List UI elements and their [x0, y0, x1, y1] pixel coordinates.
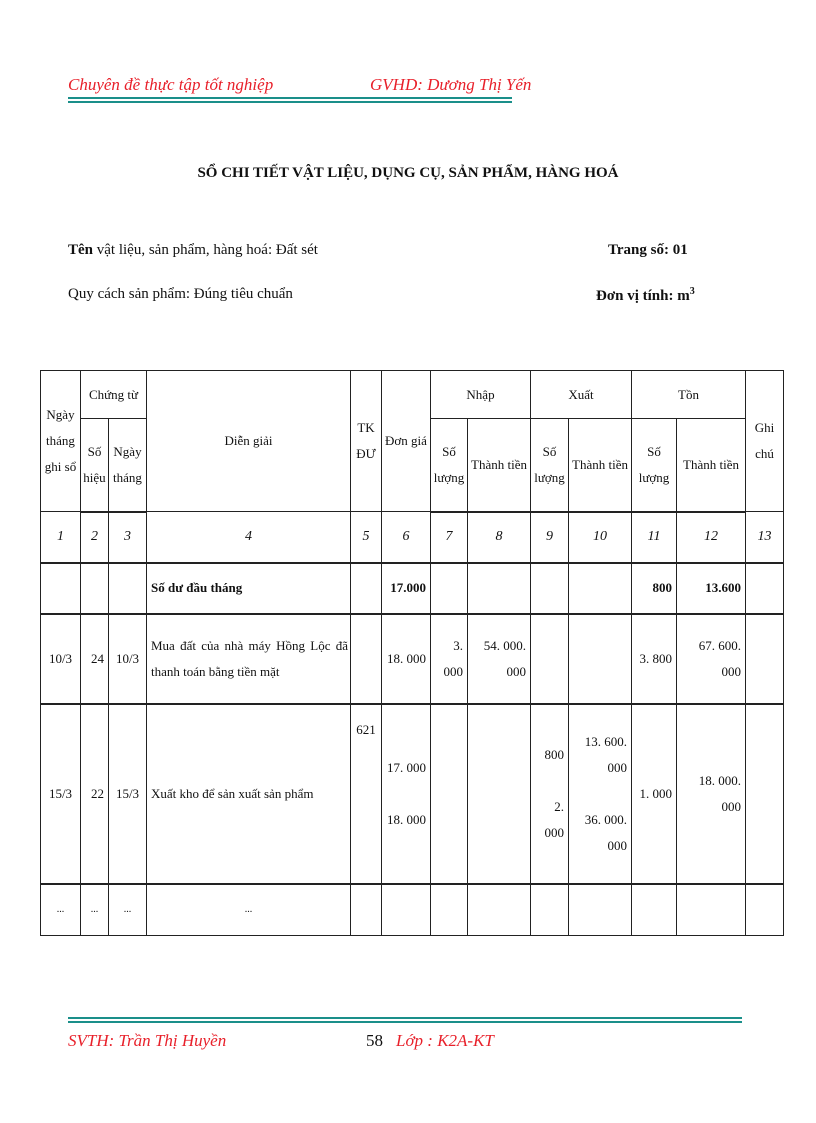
th-stock-qty: Số lượng	[632, 419, 677, 512]
cell: 3. 800	[632, 614, 677, 704]
cell: 800 2. 000	[531, 704, 569, 884]
cell	[81, 563, 109, 614]
cell	[351, 563, 382, 614]
page-number-label: Trang số: 01	[608, 242, 688, 258]
col-num: 13	[746, 512, 784, 563]
table-row	[41, 704, 784, 884]
cell	[351, 884, 382, 936]
col-num: 2	[81, 512, 109, 563]
th-in-amt: Thành tiền	[468, 419, 531, 512]
cell	[746, 704, 784, 884]
cell	[746, 563, 784, 614]
cell	[569, 563, 632, 614]
table-row-opening-balance	[41, 563, 784, 614]
col-num: 6	[382, 512, 431, 563]
col-num: 1	[41, 512, 81, 563]
cell	[746, 884, 784, 936]
cell	[351, 614, 382, 704]
unit-sup: 3	[689, 286, 695, 297]
cell: 3. 000	[431, 614, 468, 704]
cell	[431, 704, 468, 884]
cell	[531, 884, 569, 936]
col-num: 8	[468, 512, 531, 563]
table-row-ellipsis	[41, 884, 784, 936]
cell: Mua đất của nhà máy Hồng Lộc đã thanh toán bằng tiền mặt	[147, 614, 351, 704]
header-right: GVHD: Dương Thị Yến	[370, 75, 532, 94]
col-num: 9	[531, 512, 569, 563]
th-in-qty: Số lượng	[431, 419, 468, 512]
header-left: Chuyên đề thực tập tốt nghiệp	[68, 75, 274, 94]
cell: 22	[81, 704, 109, 884]
th-date: Ngày tháng ghi sổ	[41, 371, 81, 512]
cell: 54. 000. 000	[468, 614, 531, 704]
th-out-amt: Thành tiền	[569, 419, 632, 512]
cell	[569, 614, 632, 704]
unit-text: Đơn vị tính: m	[596, 288, 690, 304]
col-num: 3	[109, 512, 147, 563]
material-name-label: Tên	[68, 242, 94, 258]
th-out: Xuất	[531, 371, 632, 419]
cell	[468, 884, 531, 936]
th-desc: Diễn giải	[147, 371, 351, 512]
cell: 621	[351, 704, 382, 884]
cell	[531, 563, 569, 614]
cell: ...	[109, 884, 147, 936]
header-rule	[68, 97, 512, 103]
th-stock-amt: Thành tiền	[677, 419, 746, 512]
footer-left: SVTH: Trần Thị Huyền	[68, 1031, 227, 1050]
cell	[109, 563, 147, 614]
cell: 18. 000	[382, 614, 431, 704]
th-acc: TK ĐƯ	[351, 371, 382, 512]
cell: ...	[81, 884, 109, 936]
cell	[468, 704, 531, 884]
cell	[569, 884, 632, 936]
col-num: 11	[632, 512, 677, 563]
cell	[431, 884, 468, 936]
th-voucher-date: Ngày tháng	[109, 419, 147, 512]
cell: ...	[41, 884, 81, 936]
cell: 1. 000	[632, 704, 677, 884]
spec: Quy cách sản phẩm: Đúng tiêu chuẩn	[68, 286, 293, 302]
th-voucher: Chứng từ	[81, 371, 147, 419]
cell: Xuất kho để sản xuất sản phẩm	[147, 704, 351, 884]
cell: 13. 600. 000 36. 000. 000	[569, 704, 632, 884]
cell: 24	[81, 614, 109, 704]
col-num: 4	[147, 512, 351, 563]
ledger-table	[40, 370, 784, 936]
cell: 17.000	[382, 563, 431, 614]
cell: 67. 600. 000	[677, 614, 746, 704]
cell: 13.600	[677, 563, 746, 614]
page-number: 58	[366, 1031, 383, 1050]
cell: 15/3	[41, 704, 81, 884]
cell: 18. 000. 000	[677, 704, 746, 884]
cell	[382, 884, 431, 936]
footer-rule	[68, 1017, 742, 1023]
document-title: SỔ CHI TIẾT VẬT LIỆU, DỤNG CỤ, SẢN PHẨM, HÀNG HOÁ	[197, 165, 619, 181]
cell: Số dư đầu tháng	[147, 563, 351, 614]
th-voucher-no: Số hiệu	[81, 419, 109, 512]
col-num: 7	[431, 512, 468, 563]
th-in: Nhập	[431, 371, 531, 419]
column-number-row	[41, 512, 784, 563]
th-stock: Tồn	[632, 371, 746, 419]
cell: 800	[632, 563, 677, 614]
cell: ...	[147, 884, 351, 936]
cell: 10/3	[41, 614, 81, 704]
cell	[41, 563, 81, 614]
cell	[746, 614, 784, 704]
th-out-qty: Số lượng	[531, 419, 569, 512]
th-price: Đơn giá	[382, 371, 431, 512]
footer-right: Lớp : K2A-KT	[396, 1031, 494, 1050]
cell	[468, 563, 531, 614]
cell	[632, 884, 677, 936]
cell: 15/3	[109, 704, 147, 884]
cell	[531, 614, 569, 704]
cell	[677, 884, 746, 936]
col-num: 12	[677, 512, 746, 563]
col-num: 10	[569, 512, 632, 563]
cell: 17. 000 18. 000	[382, 704, 431, 884]
material-name-value: vật liệu, sản phẩm, hàng hoá: Đất sét	[96, 242, 318, 258]
material-name	[68, 242, 318, 259]
th-note: Ghi chú	[746, 371, 784, 512]
table-row	[41, 614, 784, 704]
cell	[431, 563, 468, 614]
cell: 10/3	[109, 614, 147, 704]
col-num: 5	[351, 512, 382, 563]
unit-label	[596, 286, 695, 305]
